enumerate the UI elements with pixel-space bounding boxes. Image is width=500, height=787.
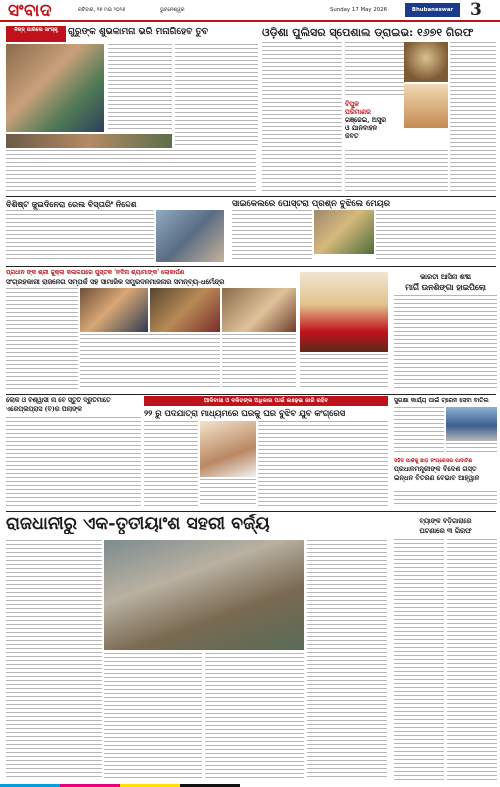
headline-bottom-side-line2: ଘଟଣାରେ ୩ ଗିରଫ <box>419 527 472 535</box>
newspaper-logo: ସଂବାଦ <box>8 1 53 21</box>
article-body <box>307 540 387 780</box>
headline-row3-left: ସଂଗ୍ରହକାରୀ ରାଜନେଗ ସମ୍ପର୍କ ସହ ସାମାଜିକ ସମ୍ପ୍ରଦନମାଜନାର ସମନ୍ବ୍ୟ-ଧର୍ମେନ୍ଦ୍ର <box>6 278 225 286</box>
sidebar-highlight <box>345 100 407 150</box>
date-odia: ରବିବାର, ୧୭ ମଇ ୨୦୨୬ <box>78 7 126 13</box>
news-photo-strip <box>6 134 172 148</box>
news-photo-dignitaries <box>150 288 220 332</box>
masthead <box>0 0 500 22</box>
article-body <box>108 44 172 132</box>
article-body <box>232 210 312 262</box>
news-photo-audience <box>222 288 296 332</box>
article-body <box>6 150 256 192</box>
sidebar-line: ଗଞ୍ଜେଇ, ଅସ୍ତ୍ର <box>345 116 387 124</box>
news-photo-stage-event <box>300 272 388 352</box>
kicker-row4b: ଆଦିବାସୀ ଓ ଦଳିତଙ୍କ ଅଧିକାର ପାଇଁ ଲଢ଼େଇ ଜାରି ରହିବ <box>144 396 388 406</box>
sidebar-line: ଓ ଯାନବାହନ <box>345 124 378 132</box>
headline-top-left: ଗୁରୁଙ୍କ ଶୁଭକାମନା ଭରି ମନାଗିହେବ ତୁବ <box>68 27 209 37</box>
article-body <box>6 417 141 507</box>
article-body <box>222 334 296 390</box>
news-photo-cycle-rally <box>314 210 374 254</box>
article-body <box>262 42 342 192</box>
news-photo-garbage-dump <box>104 540 304 650</box>
date-english: Sunday 17 May 2026 <box>330 7 388 13</box>
news-photo-train <box>446 407 497 441</box>
news-photo-book-launch <box>80 288 148 332</box>
headline-bottom-lead: ରାଜଧାନୀରୁ ଏକ-ତୃତୀୟାଂଶ ସହରୀ ବର୍ଜ୍ୟ <box>6 514 270 534</box>
article-body <box>104 653 202 780</box>
article-body <box>205 653 304 780</box>
article-body <box>394 295 497 390</box>
section-divider <box>6 394 496 395</box>
section-divider <box>6 266 496 267</box>
news-photo-police <box>404 42 448 82</box>
article-body <box>345 150 448 192</box>
article-body <box>200 479 256 507</box>
headline-row2-right: ସାଇକେଲରେ ପୋସ୍ଟରା ପ୍ରଶ୍ନ ବୁଝିଲେ ମେୟର <box>232 199 391 209</box>
section-divider <box>6 196 496 197</box>
article-body <box>300 354 388 390</box>
sidebar-line: ବିପୁଳ <box>345 100 359 108</box>
article-body <box>394 491 497 507</box>
illustration-police-officer <box>404 84 448 128</box>
sidebar-box <box>394 458 497 490</box>
edition-badge: Bhubaneswar <box>405 3 460 17</box>
article-body <box>258 421 388 507</box>
headline-row3-right-line1: ଭାରତୀ ଆସିନା ଶବ୍ଦୀ <box>420 273 471 281</box>
article-body <box>6 540 102 780</box>
article-body <box>345 42 405 98</box>
article-body <box>6 210 154 262</box>
article-body <box>376 210 496 262</box>
article-body <box>394 539 444 780</box>
article-body <box>450 42 496 192</box>
headline-bottom-side-line1: ବ୍ୟାଙ୍କ ବଡ଼ିଗାରାରେ <box>419 517 472 525</box>
article-body <box>447 539 497 780</box>
article-body <box>446 443 497 455</box>
kicker-row3-left: ପ୍ରଧାନ ଙ୍କ ଶ୍ରୀ ଜୁକ୍ଲା କଳାଳଯରେ ପୁସ୍ତକ 'ନଦିନା ଶ୍ୟାମାଙ୍କ' ଲୋକାର୍ପଣ <box>6 269 185 276</box>
page-number: 3 <box>470 0 482 20</box>
sidebar-headline-line1: ସହିଦ ପାର୍କକୁ ଛାଡ଼ ନଂଗ୍ରେସର ପାଦାଟିଣ <box>394 458 473 464</box>
headline-row2-left: ବିଶିଷ୍ଟ ଜୁଇଦିନେରା ରେଲ ବିସ୍ତାରିଂ ନିଦ୍ଦେଶ <box>6 199 137 209</box>
article-body <box>175 44 258 148</box>
subhead-row4a: ଏରେପ୍ଲିପ୍ରାସ (ବି)ର ପିଲାଙ୍କ <box>6 406 82 413</box>
headline-row4c: ସୁରକ୍ଷା କାର୍ଯ୍ୟ ପାଇଁ ଟ୍ରେନ ସେବା ବାତିଲ <box>394 397 489 404</box>
sidebar-headline-line3: ଇନ୍ଧନ ବିତରଣ ବେଭାବ ଆହ୍ୱାନ <box>394 474 480 482</box>
article-body <box>80 334 220 390</box>
article-body <box>394 407 444 455</box>
article-body <box>144 421 198 507</box>
headline-row4a: ଲୋକ ଓ ବିଶ୍ୱାସୀ ନା ବେ ସ୍ତୁତି ଦ୍ରୁତିମାତେ <box>6 397 111 404</box>
sidebar-headline-line2: ପ୍ରଧାନମନ୍ତ୍ରୀଙ୍କ ବିଦେଶ ଗସ୍ତ <box>394 465 477 473</box>
headline-row3-right-line2: ମାର୍ଗି ଉନଶିଙ୍ଗା ହାଇପିଲୋ <box>405 283 486 292</box>
section-divider <box>6 511 496 512</box>
news-photo-congress-leader <box>200 421 256 477</box>
article-body <box>6 288 78 390</box>
headline-top-right: ଓଡ଼ିଶା ପୁଲିସର ସ୍ପେଶାଲ ଡ୍ରାଇଭ: ୧୬୭୧ ଗିରଫ <box>262 26 474 39</box>
headline-row4b: ୨୨ ରୁ ପଦଯାତ୍ରା ମାଧ୍ୟମରେ ଘରକୁ ଘର ବୁଝିବ ଯୁବ କଂଗ୍ରେସ <box>144 408 346 418</box>
news-photo-meeting <box>156 210 224 262</box>
story-kicker-top-left: ନିଜ୍ଜ୍ ପାରିଲେ ସାଂସ୍କୃ <box>6 26 66 42</box>
edition-odia: ଭୁବନେଶ୍ୱର <box>160 7 185 13</box>
news-photo-ceremony <box>6 44 104 132</box>
sidebar-line: ଜବତ <box>345 132 359 140</box>
sidebar-line: ପରିମାଣର <box>345 108 371 116</box>
